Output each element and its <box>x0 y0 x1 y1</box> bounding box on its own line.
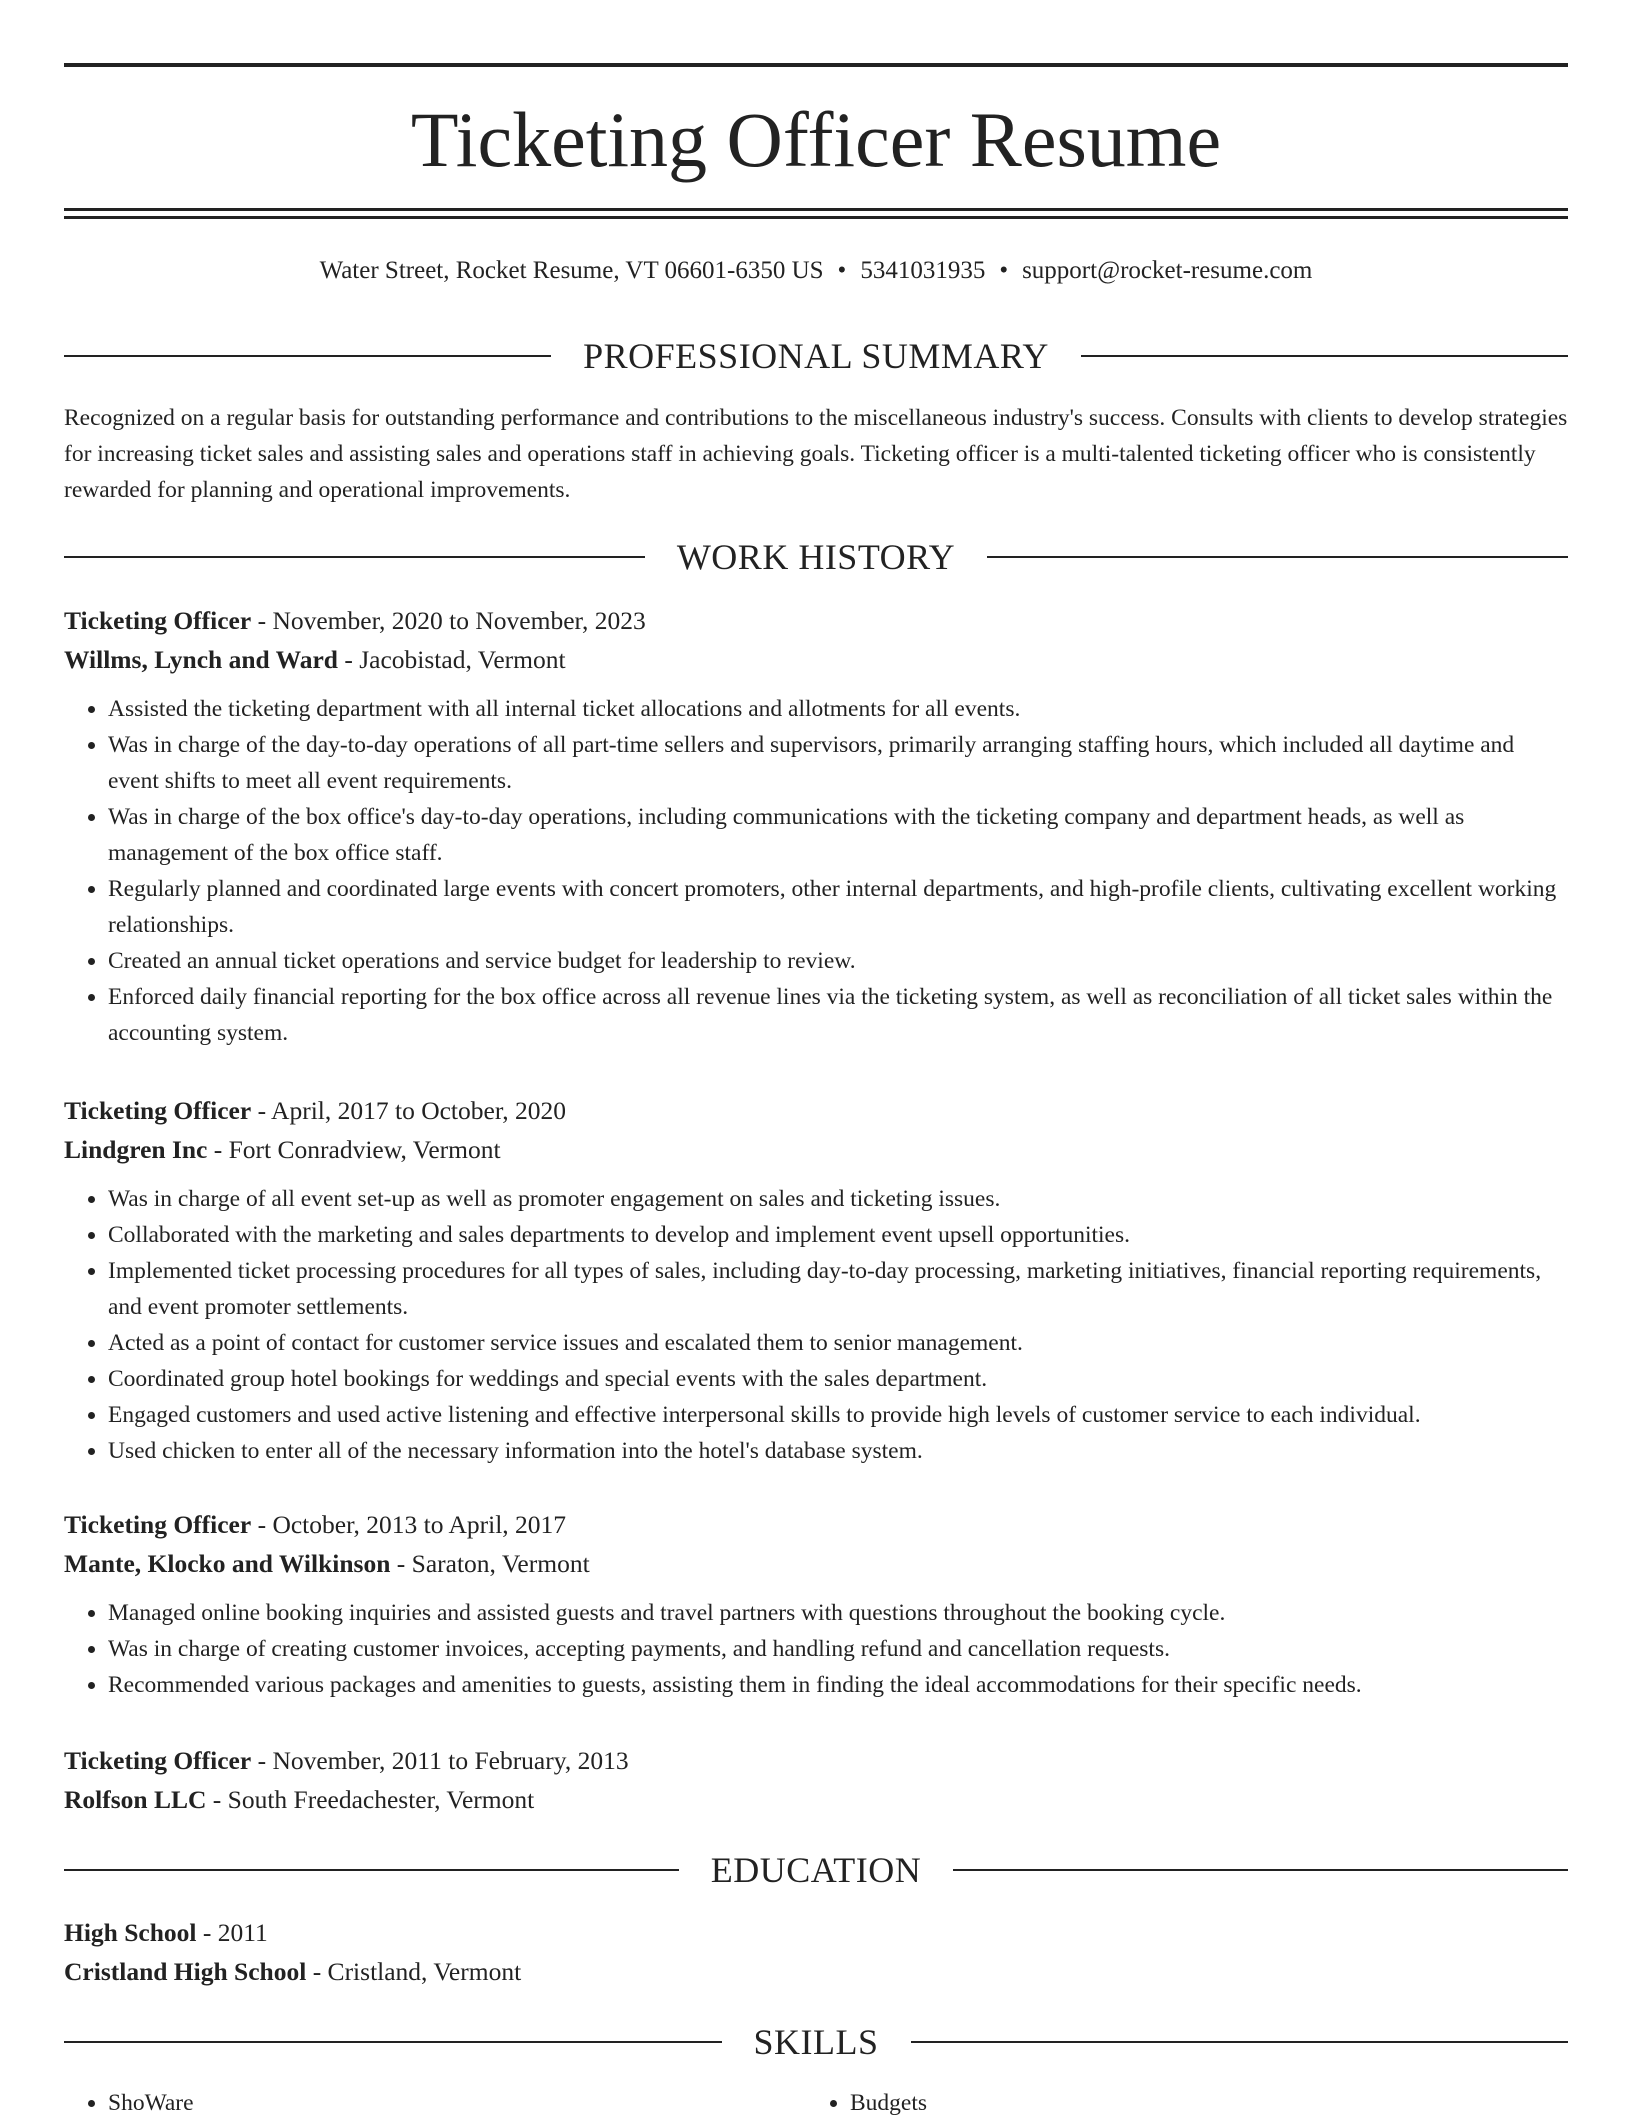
list-item: • Acted as a point of contact for customer service issues and escalated them to senior management. <box>108 1325 1568 1361</box>
contact-email: support@rocket-resume.com <box>1022 257 1313 284</box>
contact-phone: 5341031935 <box>860 257 986 284</box>
job-entry <box>64 1505 1568 1703</box>
heading-rule <box>64 2041 722 2043</box>
job-company-row <box>64 1130 1568 1169</box>
job-entry <box>64 1091 1568 1469</box>
list-item: • Recommended various packages and amenities to guests, assisting them in finding the ideal accommodations for their specific needs. <box>108 1667 1568 1703</box>
job-dates: - November, 2011 to February, 2013 <box>251 1746 629 1775</box>
contact-separator: • <box>999 257 1009 284</box>
skill-item: • ShoWare <box>108 2085 806 2121</box>
top-rule <box>64 63 1568 67</box>
education-location: - Cristland, Vermont <box>306 1957 522 1986</box>
job-location: - Jacobistad, Vermont <box>338 645 566 674</box>
list-item: • Engaged customers and used active listening and effective interpersonal skills to provide high levels of customer service to each individual. <box>108 1397 1568 1433</box>
job-entry <box>64 601 1568 1051</box>
list-item: • Was in charge of the day-to-day operations of all part-time sellers and supervisors, primarily arranging staffing hours, which included all daytime and event shifts to meet all event requirements. <box>108 727 1568 799</box>
list-item: • Was in charge of all event set-up as well as promoter engagement on sales and ticketing issues. <box>108 1181 1568 1217</box>
list-item: • Was in charge of creating customer invoices, accepting payments, and handling refund and cancellation requests. <box>108 1631 1568 1667</box>
heading-rule <box>911 2041 1569 2043</box>
education-school-row <box>64 1952 1568 1991</box>
job-role: Ticketing Officer <box>64 1746 252 1775</box>
list-item: • Assisted the ticketing department with all internal ticket allocations and allotments for all events. <box>108 691 1568 727</box>
job-bullets <box>64 1181 1568 1469</box>
job-role: Ticketing Officer <box>64 1096 252 1125</box>
job-company-row <box>64 1544 1568 1583</box>
education-entry <box>64 1913 1568 1991</box>
skill-item: • Budgets <box>850 2085 1548 2121</box>
section-heading-work <box>64 535 1568 579</box>
section-title: WORK HISTORY <box>676 537 956 577</box>
job-company-row <box>64 1780 1568 1819</box>
list-item: • Enforced daily financial reporting for the box office across all revenue lines via the ticketing system, as well as reconciliation of all ticket sales within the accounting system. <box>108 979 1568 1051</box>
job-role: Ticketing Officer <box>64 1510 252 1539</box>
list-item: • Implemented ticket processing procedures for all types of sales, including day-to-day processing, marketing initiatives, financial reporting requirements, and event promoter settlements. <box>108 1253 1568 1325</box>
section-title: SKILLS <box>753 2022 879 2062</box>
contact-address: Water Street, Rocket Resume, VT 06601-6350 US <box>319 257 824 284</box>
list-item: • Managed online booking inquiries and assisted guests and travel partners with questions throughout the booking cycle. <box>108 1595 1568 1631</box>
job-title-row <box>64 1091 1568 1130</box>
job-company: Willms, Lynch and Ward <box>64 645 338 674</box>
section-heading-education <box>64 1848 1568 1892</box>
list-item: • Created an annual ticket operations and service budget for leadership to review. <box>108 943 1568 979</box>
list-item: • Collaborated with the marketing and sales departments to develop and implement event upsell opportunities. <box>108 1217 1568 1253</box>
job-title-row <box>64 601 1568 640</box>
section-heading-skills <box>64 2020 1568 2064</box>
list-item: • Used chicken to enter all of the necessary information into the hotel's database system. <box>108 1433 1568 1469</box>
heading-rule <box>64 556 645 558</box>
title-double-rule <box>64 208 1568 219</box>
job-bullets <box>64 1595 1568 1703</box>
job-location: - Saraton, Vermont <box>390 1549 590 1578</box>
skills-column-right <box>806 2085 1548 2121</box>
education-degree-row <box>64 1913 1568 1952</box>
job-dates: - October, 2013 to April, 2017 <box>251 1510 567 1539</box>
job-company: Lindgren Inc <box>64 1135 208 1164</box>
skills-list <box>64 2085 1568 2121</box>
education-year: - 2011 <box>196 1918 268 1947</box>
heading-rule <box>1081 355 1568 357</box>
heading-rule <box>64 1869 679 1871</box>
summary-paragraph: Recognized on a regular basis for outstanding performance and contributions to the miscellaneous industry's success. Consults with clients to develop strategies for increasing ticket sales and assisting sales and operations staff in achieving goals. Ticketing officer is a multi-talented ticketing officer who is consistently rewarded for planning and operational improvements. <box>64 405 1568 503</box>
job-dates: - November, 2020 to November, 2023 <box>251 606 646 635</box>
section-title: PROFESSIONAL SUMMARY <box>583 336 1049 376</box>
job-company-row <box>64 640 1568 679</box>
section-heading-summary <box>64 334 1568 378</box>
section-title: EDUCATION <box>710 1850 922 1890</box>
job-company: Mante, Klocko and Wilkinson <box>64 1549 391 1578</box>
job-role: Ticketing Officer <box>64 606 252 635</box>
job-bullets <box>64 691 1568 1051</box>
heading-rule <box>64 355 551 357</box>
heading-rule <box>987 556 1568 558</box>
job-dates: - April, 2017 to October, 2020 <box>251 1096 567 1125</box>
job-location: - South Freedachester, Vermont <box>206 1785 535 1814</box>
resume-title: Ticketing Officer Resume <box>410 96 1222 183</box>
heading-rule <box>953 1869 1568 1871</box>
list-item: • Was in charge of the box office's day-to-day operations, including communications with the ticketing company and department heads, as well as management of the box office staff. <box>108 799 1568 871</box>
list-item: • Coordinated group hotel bookings for weddings and special events with the sales department. <box>108 1361 1568 1397</box>
contact-line <box>64 255 1568 287</box>
skills-column-left <box>64 2085 806 2121</box>
job-title-row <box>64 1741 1568 1780</box>
job-entry <box>64 1741 1568 1819</box>
list-item: • Regularly planned and coordinated large events with concert promoters, other internal departments, and high-profile clients, cultivating excellent working relationships. <box>108 871 1568 943</box>
education-school: Cristland High School <box>64 1957 307 1986</box>
contact-separator: • <box>837 257 847 284</box>
job-location: - Fort Conradview, Vermont <box>207 1135 501 1164</box>
job-company: Rolfson LLC <box>64 1785 207 1814</box>
education-degree: High School <box>64 1918 197 1947</box>
job-title-row <box>64 1505 1568 1544</box>
